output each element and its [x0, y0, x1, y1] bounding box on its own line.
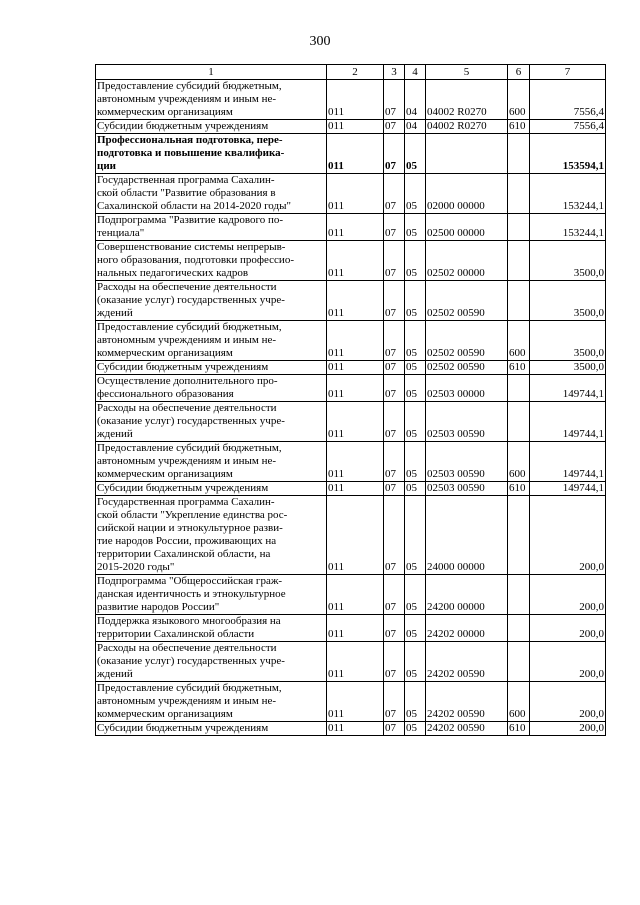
- row-name-cell: [96, 682, 327, 722]
- row-pr-cell: 04: [405, 80, 426, 120]
- row-ved-cell: 011: [327, 496, 384, 575]
- row-name-cell: [96, 214, 327, 241]
- table-row: [96, 615, 606, 642]
- row-name-cell: [96, 174, 327, 214]
- row-amount-cell: 149744,1: [530, 482, 606, 496]
- row-name-line: коммерческим организациям: [97, 708, 233, 720]
- row-name-line: Подпрограмма "Развитие кадрового по-: [97, 214, 284, 226]
- row-csr-cell: 02502 00590: [426, 321, 508, 361]
- row-csr-cell: 24202 00000: [426, 615, 508, 642]
- row-pr-cell: 05: [405, 482, 426, 496]
- header-cell-rz: 3: [384, 65, 405, 80]
- row-name-line: Подпрограмма "Общероссийская граж-: [97, 575, 283, 587]
- row-csr-cell: 04002 R0270: [426, 120, 508, 134]
- row-ved-cell: 011: [327, 134, 384, 174]
- row-vr-cell: [508, 281, 530, 321]
- row-pr-cell: 05: [405, 134, 426, 174]
- table-row: [96, 120, 606, 134]
- row-name-line: ждений: [97, 668, 133, 680]
- row-pr-cell: 05: [405, 642, 426, 682]
- row-pr-cell: 05: [405, 402, 426, 442]
- row-rz-cell: 07: [384, 281, 405, 321]
- row-rz-cell: 07: [384, 442, 405, 482]
- table-header-row: [96, 65, 606, 80]
- row-vr-cell: 600: [508, 80, 530, 120]
- row-name-line: Сахалинской области на 2014-2020 годы": [97, 200, 291, 212]
- header-cell-name: 1: [96, 65, 327, 80]
- row-rz-cell: 07: [384, 214, 405, 241]
- row-name-line: Предоставление субсидий бюджетным,: [97, 80, 282, 92]
- table-row: [96, 214, 606, 241]
- row-amount-cell: 153244,1: [530, 174, 606, 214]
- row-amount-cell: 149744,1: [530, 402, 606, 442]
- budget-table: [95, 64, 606, 736]
- row-name-cell: [96, 134, 327, 174]
- row-ved-cell: 011: [327, 361, 384, 375]
- row-csr-cell: 04002 R0270: [426, 80, 508, 120]
- row-name-cell: [96, 375, 327, 402]
- row-name-line: Профессиональная подготовка, пере-: [97, 134, 283, 146]
- row-name-line: Расходы на обеспечение деятельности: [97, 402, 277, 414]
- row-name-line: (оказание услуг) государственных учре-: [97, 294, 285, 306]
- row-csr-cell: 02503 00590: [426, 442, 508, 482]
- row-rz-cell: 07: [384, 615, 405, 642]
- row-csr-cell: [426, 134, 508, 174]
- row-name-cell: [96, 496, 327, 575]
- row-name-line: Предоставление субсидий бюджетным,: [97, 442, 282, 454]
- row-name-line: Субсидии бюджетным учреждениям: [97, 120, 269, 132]
- row-name-line: коммерческим организациям: [97, 347, 233, 359]
- row-name-line: Расходы на обеспечение деятельности: [97, 642, 277, 654]
- budget-table-body: [96, 65, 606, 736]
- table-row: [96, 682, 606, 722]
- table-row: [96, 496, 606, 575]
- table-row: [96, 241, 606, 281]
- row-name-cell: [96, 321, 327, 361]
- row-name-line: ской области "Укрепление единства рос-: [97, 509, 288, 521]
- row-name-line: тенциала": [97, 227, 145, 239]
- row-ved-cell: 011: [327, 375, 384, 402]
- row-pr-cell: 05: [405, 361, 426, 375]
- row-rz-cell: 07: [384, 321, 405, 361]
- row-name-line: подготовка и повышение квалифика-: [97, 147, 285, 159]
- row-vr-cell: 600: [508, 442, 530, 482]
- row-name-line: Расходы на обеспечение деятельности: [97, 281, 277, 293]
- row-name-line: Осуществление дополнительного про-: [97, 375, 278, 387]
- row-name-cell: [96, 120, 327, 134]
- row-name-line: автономным учреждениям и иным не-: [97, 93, 277, 105]
- row-vr-cell: 600: [508, 682, 530, 722]
- row-name-cell: [96, 281, 327, 321]
- row-name-line: нальных педагогических кадров: [97, 267, 249, 279]
- row-name-line: Предоставление субсидий бюджетным,: [97, 321, 282, 333]
- table-row: [96, 442, 606, 482]
- row-name-line: ждений: [97, 307, 133, 319]
- row-name-cell: [96, 482, 327, 496]
- row-vr-cell: [508, 174, 530, 214]
- row-pr-cell: 05: [405, 174, 426, 214]
- row-name-line: Субсидии бюджетным учреждениям: [97, 482, 269, 494]
- row-name-cell: [96, 642, 327, 682]
- table-row: [96, 642, 606, 682]
- row-amount-cell: 200,0: [530, 722, 606, 736]
- row-name-line: Государственная программа Сахалин-: [97, 496, 275, 508]
- row-ved-cell: 011: [327, 402, 384, 442]
- row-rz-cell: 07: [384, 642, 405, 682]
- row-name-cell: [96, 241, 327, 281]
- row-name-cell: [96, 402, 327, 442]
- row-pr-cell: 05: [405, 281, 426, 321]
- row-amount-cell: 3500,0: [530, 281, 606, 321]
- row-amount-cell: 149744,1: [530, 375, 606, 402]
- row-pr-cell: 05: [405, 214, 426, 241]
- row-ved-cell: 011: [327, 482, 384, 496]
- header-cell-pr: 4: [405, 65, 426, 80]
- row-vr-cell: 610: [508, 361, 530, 375]
- row-name-cell: [96, 615, 327, 642]
- row-name-line: Поддержка языкового многообразия на: [97, 615, 281, 627]
- row-rz-cell: 07: [384, 120, 405, 134]
- table-row: [96, 402, 606, 442]
- row-name-cell: [96, 442, 327, 482]
- row-name-cell: [96, 361, 327, 375]
- table-row: [96, 361, 606, 375]
- row-rz-cell: 07: [384, 361, 405, 375]
- row-amount-cell: 200,0: [530, 682, 606, 722]
- row-amount-cell: 3500,0: [530, 361, 606, 375]
- header-cell-ved: 2: [327, 65, 384, 80]
- row-vr-cell: [508, 402, 530, 442]
- row-name-line: развитие народов России": [97, 601, 220, 613]
- row-rz-cell: 07: [384, 174, 405, 214]
- row-vr-cell: [508, 575, 530, 615]
- row-csr-cell: 02500 00000: [426, 214, 508, 241]
- table-row: [96, 321, 606, 361]
- row-amount-cell: 7556,4: [530, 80, 606, 120]
- row-amount-cell: 3500,0: [530, 321, 606, 361]
- row-amount-cell: 153244,1: [530, 214, 606, 241]
- table-row: [96, 482, 606, 496]
- row-ved-cell: 011: [327, 281, 384, 321]
- row-ved-cell: 011: [327, 120, 384, 134]
- row-name-line: Государственная программа Сахалин-: [97, 174, 275, 186]
- row-name-line: (оказание услуг) государственных учре-: [97, 415, 285, 427]
- page-number: 300: [309, 34, 331, 49]
- row-vr-cell: [508, 134, 530, 174]
- row-amount-cell: 149744,1: [530, 442, 606, 482]
- row-rz-cell: 07: [384, 80, 405, 120]
- row-ved-cell: 011: [327, 214, 384, 241]
- row-rz-cell: 07: [384, 375, 405, 402]
- row-pr-cell: 05: [405, 496, 426, 575]
- row-vr-cell: [508, 214, 530, 241]
- table-row: [96, 722, 606, 736]
- row-pr-cell: 05: [405, 615, 426, 642]
- row-name-line: Предоставление субсидий бюджетным,: [97, 682, 282, 694]
- header-cell-vr: 6: [508, 65, 530, 80]
- row-pr-cell: 05: [405, 321, 426, 361]
- row-rz-cell: 07: [384, 482, 405, 496]
- row-rz-cell: 07: [384, 241, 405, 281]
- row-ved-cell: 011: [327, 442, 384, 482]
- row-rz-cell: 07: [384, 134, 405, 174]
- row-csr-cell: 24202 00590: [426, 642, 508, 682]
- row-vr-cell: 610: [508, 722, 530, 736]
- table-row: [96, 575, 606, 615]
- row-name-line: данская идентичность и этнокультурное: [97, 588, 286, 600]
- row-csr-cell: 02000 00000: [426, 174, 508, 214]
- row-name-line: Субсидии бюджетным учреждениям: [97, 361, 269, 373]
- table-row: [96, 134, 606, 174]
- row-rz-cell: 07: [384, 496, 405, 575]
- row-name-line: автономным учреждениям и иным не-: [97, 695, 277, 707]
- header-cell-amount: 7: [530, 65, 606, 80]
- row-amount-cell: 7556,4: [530, 120, 606, 134]
- row-amount-cell: 200,0: [530, 642, 606, 682]
- row-csr-cell: 02503 00000: [426, 375, 508, 402]
- row-csr-cell: 02503 00590: [426, 402, 508, 442]
- row-csr-cell: 24000 00000: [426, 496, 508, 575]
- row-name-line: ждений: [97, 428, 133, 440]
- row-name-line: территории Сахалинской области, на: [97, 548, 271, 560]
- table-row: [96, 375, 606, 402]
- row-pr-cell: 05: [405, 722, 426, 736]
- row-name-line: 2015-2020 годы": [97, 561, 175, 573]
- row-name-line: Субсидии бюджетным учреждениям: [97, 722, 269, 734]
- header-cell-csr: 5: [426, 65, 508, 80]
- row-name-cell: [96, 80, 327, 120]
- row-name-cell: [96, 575, 327, 615]
- row-name-line: Совершенствование системы непрерыв-: [97, 241, 286, 253]
- row-vr-cell: [508, 615, 530, 642]
- row-amount-cell: 200,0: [530, 496, 606, 575]
- row-vr-cell: 610: [508, 120, 530, 134]
- row-pr-cell: 05: [405, 241, 426, 281]
- row-name-line: (оказание услуг) государственных учре-: [97, 655, 285, 667]
- row-pr-cell: 05: [405, 375, 426, 402]
- row-ved-cell: 011: [327, 241, 384, 281]
- row-amount-cell: 200,0: [530, 575, 606, 615]
- row-rz-cell: 07: [384, 722, 405, 736]
- row-csr-cell: 24200 00000: [426, 575, 508, 615]
- row-name-line: коммерческим организациям: [97, 106, 233, 118]
- table-row: [96, 281, 606, 321]
- row-csr-cell: 24202 00590: [426, 722, 508, 736]
- row-amount-cell: 200,0: [530, 615, 606, 642]
- row-amount-cell: 3500,0: [530, 241, 606, 281]
- row-csr-cell: 02502 00000: [426, 241, 508, 281]
- row-name-line: коммерческим организациям: [97, 468, 233, 480]
- row-ved-cell: 011: [327, 575, 384, 615]
- row-name-line: тие народов России, проживающих на: [97, 535, 277, 547]
- row-amount-cell: 153594,1: [530, 134, 606, 174]
- row-csr-cell: 02503 00590: [426, 482, 508, 496]
- row-name-line: автономным учреждениям и иным не-: [97, 455, 277, 467]
- row-name-line: ции: [97, 160, 117, 172]
- table-row: [96, 80, 606, 120]
- row-csr-cell: 02502 00590: [426, 361, 508, 375]
- row-ved-cell: 011: [327, 174, 384, 214]
- row-rz-cell: 07: [384, 575, 405, 615]
- row-csr-cell: 02502 00590: [426, 281, 508, 321]
- row-vr-cell: [508, 241, 530, 281]
- row-vr-cell: 600: [508, 321, 530, 361]
- row-ved-cell: 011: [327, 722, 384, 736]
- row-pr-cell: 05: [405, 682, 426, 722]
- row-name-line: ного образования, подготовки профессио-: [97, 254, 294, 266]
- row-name-line: ской области "Развитие образования в: [97, 187, 276, 199]
- row-ved-cell: 011: [327, 682, 384, 722]
- row-ved-cell: 011: [327, 615, 384, 642]
- row-ved-cell: 011: [327, 80, 384, 120]
- row-name-line: сийской нации и этнокультурное разви-: [97, 522, 283, 534]
- row-vr-cell: [508, 642, 530, 682]
- row-vr-cell: 610: [508, 482, 530, 496]
- row-name-line: автономным учреждениям и иным не-: [97, 334, 277, 346]
- row-ved-cell: 011: [327, 321, 384, 361]
- row-name-cell: [96, 722, 327, 736]
- row-rz-cell: 07: [384, 682, 405, 722]
- table-row: [96, 174, 606, 214]
- row-rz-cell: 07: [384, 402, 405, 442]
- row-pr-cell: 04: [405, 120, 426, 134]
- row-vr-cell: [508, 496, 530, 575]
- row-csr-cell: 24202 00590: [426, 682, 508, 722]
- row-name-line: территории Сахалинской области: [97, 628, 255, 640]
- row-name-line: фессионального образования: [97, 388, 234, 400]
- row-pr-cell: 05: [405, 575, 426, 615]
- row-pr-cell: 05: [405, 442, 426, 482]
- row-ved-cell: 011: [327, 642, 384, 682]
- row-vr-cell: [508, 375, 530, 402]
